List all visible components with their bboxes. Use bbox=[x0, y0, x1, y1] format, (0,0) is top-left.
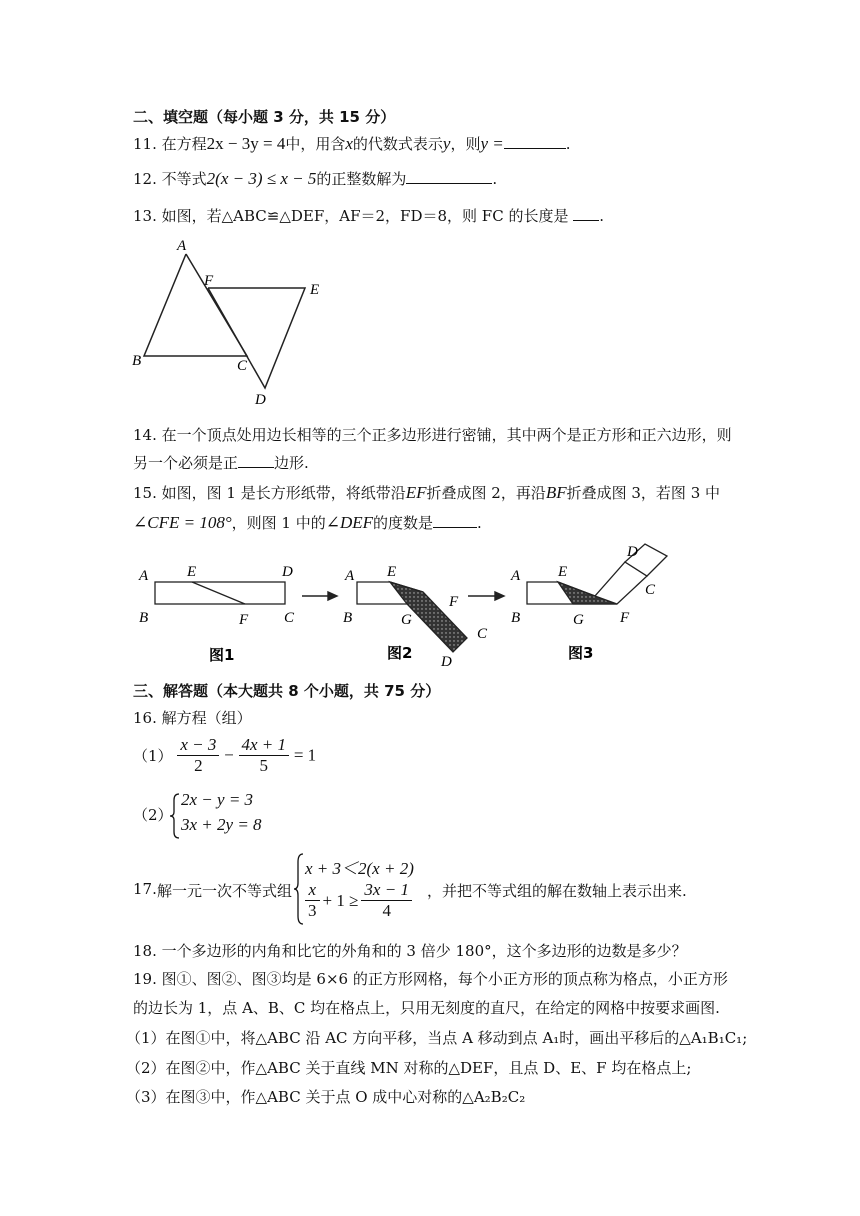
figure-15-folding bbox=[125, 540, 685, 675]
q14-line2-post: 边形. bbox=[274, 454, 309, 472]
q11-mid: 中，用含 bbox=[285, 135, 346, 153]
question-14-line1 bbox=[133, 424, 732, 445]
q17-fraction1 bbox=[305, 880, 320, 921]
q15-number: 15. bbox=[133, 484, 157, 502]
figure-13-triangles bbox=[125, 232, 345, 412]
fig3-label-a: A bbox=[511, 568, 521, 584]
q16-p1-num1: x − 3 bbox=[177, 735, 219, 756]
fig2-label-c: C bbox=[477, 626, 488, 642]
q16-p1-num2: 4x + 1 bbox=[239, 735, 290, 756]
fig2-label-g: G bbox=[401, 612, 412, 628]
q13-number: 13. bbox=[133, 207, 157, 225]
q11-lhs: y = bbox=[480, 134, 504, 153]
fig1-label-b: B bbox=[139, 610, 149, 626]
q14-line2-pre: 另一个必须是正 bbox=[133, 454, 239, 472]
q17-ineq1: x + 3＜2(x + 2) bbox=[305, 859, 414, 878]
q16-p1-den2: 5 bbox=[259, 756, 269, 775]
fig2-label-a: A bbox=[345, 568, 355, 584]
q15-line1-mid: 折叠成图 2，再沿 bbox=[426, 484, 546, 502]
fig2-caption: 图2 bbox=[387, 644, 413, 662]
q16-p1-rhs: = 1 bbox=[293, 745, 317, 765]
question-19-line1 bbox=[133, 968, 728, 989]
q16-p2-eq1: 2x − y = 3 bbox=[181, 790, 254, 809]
fig1-strip bbox=[155, 582, 285, 604]
q17-num2: 3x − 1 bbox=[361, 880, 412, 901]
q11-equation: 2x − 3y = 4 bbox=[206, 134, 286, 153]
q19-line1: 图①、图②、图③均是 6×6 的正方形网格，每个小正方形的顶点称为格点，小正方形 bbox=[161, 970, 728, 988]
fig3-label-f: F bbox=[620, 610, 630, 626]
q16-p2-brace bbox=[169, 792, 181, 840]
triangle-def bbox=[208, 288, 305, 388]
q17-pre: 解一元一次不等式组 bbox=[157, 882, 293, 900]
fig1-label-f: F bbox=[239, 612, 249, 628]
fig3-label-e: E bbox=[558, 564, 568, 580]
q15-bf: BF bbox=[545, 483, 567, 502]
fig2-strip bbox=[357, 582, 467, 652]
q12-inequality: 2(x − 3) ≤ x − 5 bbox=[206, 169, 317, 188]
q18-number: 18. bbox=[133, 942, 157, 960]
label-b: B bbox=[132, 353, 142, 369]
q19-part2: （2）在图②中，作△ABC 关于直线 MN 对称的△DEF，且点 D、E、F 均在格点上; bbox=[126, 1059, 692, 1077]
q13-text: 如图，若△ABC≌△DEF，AF＝2，FD＝8，则 FC 的长度是 bbox=[161, 207, 569, 225]
fig2-label-b: B bbox=[343, 610, 353, 626]
fig3-label-c: C bbox=[645, 582, 656, 598]
q15-answer-blank[interactable] bbox=[433, 513, 477, 528]
fig1-label-d: D bbox=[282, 564, 293, 580]
q16-p2-tag: （2） bbox=[133, 806, 173, 824]
q16-p1-tag: （1） bbox=[133, 747, 173, 765]
fig3-label-d: D bbox=[627, 544, 638, 560]
fig3-label-g: G bbox=[573, 612, 584, 628]
q15-line2-mid: ，则图 1 中的 bbox=[231, 514, 326, 532]
question-15-line2 bbox=[133, 512, 482, 533]
q12-pre: 不等式 bbox=[161, 170, 207, 188]
question-15-line1 bbox=[133, 482, 720, 503]
section2-title: 二、填空题（每小题 3 分，共 15 分） bbox=[133, 108, 396, 126]
q18-text: 一个多边形的内角和比它的外角和的 3 倍少 180°，这个多边形的边数是多少？ bbox=[161, 942, 687, 960]
q11-number: 11. bbox=[133, 135, 157, 153]
q15-angle-cfe: ∠CFE = 108° bbox=[133, 513, 232, 532]
q16-text: 解方程（组） bbox=[161, 709, 252, 727]
fig2-label-d: D bbox=[441, 654, 452, 670]
q14-number: 14. bbox=[133, 426, 157, 444]
fig1-label-e: E bbox=[187, 564, 197, 580]
label-c: C bbox=[237, 358, 248, 374]
q16-p1-den1: 2 bbox=[194, 756, 203, 775]
label-a: A bbox=[177, 238, 187, 254]
section3-title: 三、解答题（本大题共 8 个小题，共 75 分） bbox=[133, 682, 441, 700]
question-16 bbox=[133, 707, 252, 728]
fig1-label-c: C bbox=[284, 610, 295, 626]
triangle-abc bbox=[144, 254, 247, 356]
arrow-2 bbox=[468, 592, 504, 600]
q17-den2: 4 bbox=[382, 901, 391, 920]
q17-number: 17. bbox=[133, 880, 157, 898]
fig3-label-b: B bbox=[511, 610, 521, 626]
q17-mid: + 1 ≥ bbox=[322, 890, 359, 910]
fig2-label-f: F bbox=[449, 594, 459, 610]
q11-post: ，则 bbox=[450, 135, 481, 153]
q17-ineq2 bbox=[305, 880, 412, 921]
q13-answer-blank[interactable] bbox=[573, 206, 599, 221]
q19-part1: （1）在图①中，将△ABC 沿 AC 方向平移，当点 A 移动到点 A₁时，画出平移后的△A₁B₁C₁; bbox=[126, 1029, 748, 1047]
q15-angle-def: ∠DEF bbox=[325, 513, 374, 532]
q15-ef: EF bbox=[405, 483, 427, 502]
q11-mid2: 的代数式表示 bbox=[352, 135, 443, 153]
q16-p1-fraction1 bbox=[177, 735, 219, 776]
question-14-line2 bbox=[133, 452, 309, 473]
q15-line1-post: 折叠成图 3，若图 3 中 bbox=[566, 484, 721, 502]
q14-answer-blank[interactable] bbox=[238, 453, 274, 468]
q16-p2-eq2: 3x + 2y = 8 bbox=[181, 815, 262, 834]
q17-num1: x bbox=[305, 880, 320, 901]
fig3-caption: 图3 bbox=[568, 644, 594, 662]
q16-p1-fraction2 bbox=[239, 735, 290, 776]
question-13 bbox=[133, 205, 604, 226]
q13-end: . bbox=[599, 207, 605, 225]
question-18 bbox=[133, 940, 687, 961]
q15-line1-pre: 如图，图 1 是长方形纸带，将纸带沿 bbox=[161, 484, 406, 502]
q19-line2: 的边长为 1，点 A、B、C 均在格点上，只用无刻度的直尺，在给定的网格中按要求画图. bbox=[133, 999, 720, 1017]
question-17 bbox=[133, 850, 733, 930]
label-f: F bbox=[204, 273, 214, 289]
arrow-1 bbox=[302, 592, 337, 600]
q12-post: 的正整数解为 bbox=[316, 170, 407, 188]
q17-post: ，并把不等式组的解在数轴上表示出来. bbox=[427, 882, 687, 900]
q11-pre: 在方程 bbox=[161, 135, 207, 153]
q19-number: 19. bbox=[133, 970, 157, 988]
q14-line1: 在一个顶点处用边长相等的三个正多边形进行密铺，其中两个是正方形和正六边形，则 bbox=[161, 426, 732, 444]
q12-answer-blank[interactable] bbox=[406, 169, 492, 184]
q12-number: 12. bbox=[133, 170, 157, 188]
q11-var-y: y bbox=[442, 134, 451, 153]
q19-part3: （3）在图③中，作△ABC 关于点 O 成中心对称的△A₂B₂C₂ bbox=[126, 1088, 526, 1106]
q11-answer-blank[interactable] bbox=[504, 134, 566, 149]
q11-end: . bbox=[565, 135, 571, 153]
q15-line2-post: 的度数是 bbox=[373, 514, 434, 532]
q15-end: . bbox=[477, 514, 482, 532]
question-11 bbox=[133, 133, 571, 154]
question-12 bbox=[133, 168, 497, 189]
q16-p1-op: − bbox=[224, 745, 234, 765]
fig1-label-a: A bbox=[139, 568, 149, 584]
q16-number: 16. bbox=[133, 709, 157, 727]
q17-fraction2 bbox=[361, 880, 412, 921]
q17-brace bbox=[293, 852, 305, 926]
q16-part1 bbox=[133, 735, 316, 776]
q11-var-x: x bbox=[345, 134, 353, 153]
fig1-caption: 图1 bbox=[209, 646, 235, 664]
q17-den1: 3 bbox=[308, 901, 317, 920]
fig2-label-e: E bbox=[387, 564, 397, 580]
label-d: D bbox=[255, 392, 266, 408]
q12-end: . bbox=[492, 170, 498, 188]
label-e: E bbox=[310, 282, 320, 298]
